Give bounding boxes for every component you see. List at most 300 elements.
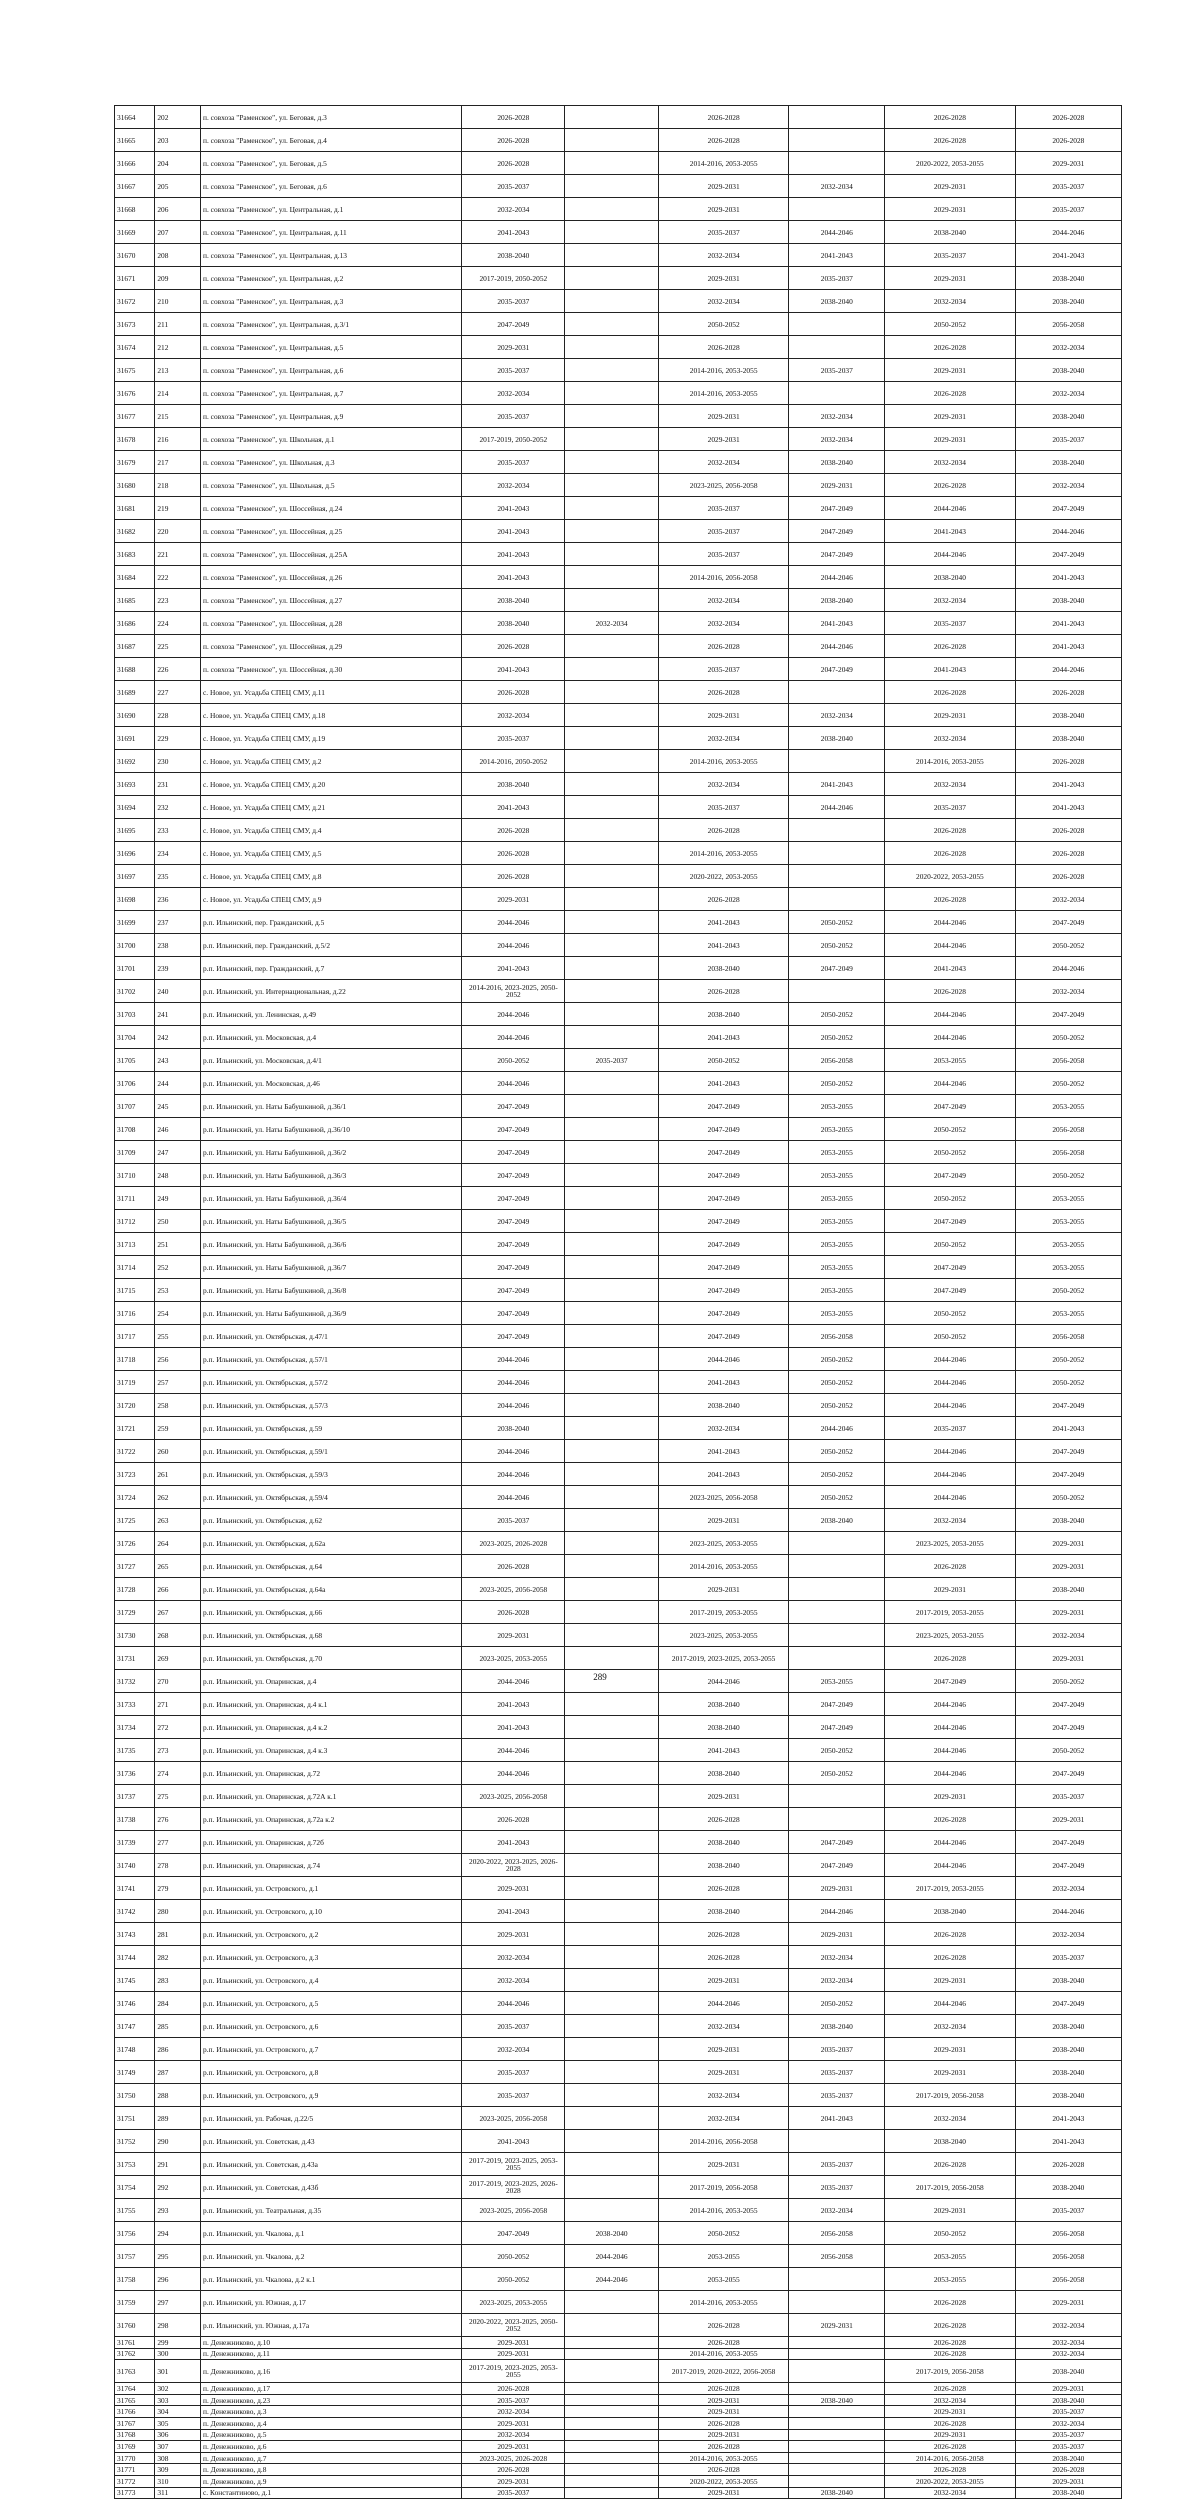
cell-period-4: 2050-2052 bbox=[789, 934, 885, 957]
cell-period-1: 2035-2037 bbox=[462, 2084, 565, 2107]
cell-record-id: 31763 bbox=[115, 2360, 155, 2383]
cell-period-1: 2026-2028 bbox=[462, 152, 565, 175]
cell-period-4 bbox=[789, 198, 885, 221]
cell-address: р.п. Ильинский, ул. Опаринская, д.72 bbox=[201, 1762, 462, 1785]
cell-period-3: 2026-2028 bbox=[658, 1808, 789, 1831]
cell-period-2 bbox=[565, 819, 658, 842]
cell-address: р.п. Ильинский, ул. Ленинская, д.49 bbox=[201, 1003, 462, 1026]
cell-address: п. Денежниково, д.7 bbox=[201, 2452, 462, 2464]
cell-period-3: 2029-2031 bbox=[658, 704, 789, 727]
cell-row-number: 261 bbox=[155, 1463, 201, 1486]
cell-address: р.п. Ильинский, ул. Советская, д.43б bbox=[201, 2176, 462, 2199]
cell-record-id: 31726 bbox=[115, 1532, 155, 1555]
table-row bbox=[115, 888, 1122, 911]
cell-period-2 bbox=[565, 980, 658, 1003]
cell-row-number: 295 bbox=[155, 2245, 201, 2268]
cell-period-3: 2032-2034 bbox=[658, 1417, 789, 1440]
cell-record-id: 31666 bbox=[115, 152, 155, 175]
table-row bbox=[115, 428, 1122, 451]
table-row bbox=[115, 2360, 1122, 2383]
cell-row-number: 266 bbox=[155, 1578, 201, 1601]
cell-record-id: 31731 bbox=[115, 1647, 155, 1670]
cell-period-4: 2038-2040 bbox=[789, 2487, 885, 2499]
cell-period-5: 2029-2031 bbox=[885, 2061, 1016, 2084]
cell-row-number: 245 bbox=[155, 1095, 201, 1118]
cell-period-4: 2056-2058 bbox=[789, 2222, 885, 2245]
cell-record-id: 31720 bbox=[115, 1394, 155, 1417]
cell-period-2 bbox=[565, 451, 658, 474]
table-row bbox=[115, 313, 1122, 336]
cell-period-4: 2038-2040 bbox=[789, 589, 885, 612]
cell-row-number: 232 bbox=[155, 796, 201, 819]
table-row bbox=[115, 1946, 1122, 1969]
cell-period-3: 2029-2031 bbox=[658, 2394, 789, 2406]
table-row bbox=[115, 658, 1122, 681]
cell-period-6: 2026-2028 bbox=[1015, 106, 1121, 129]
cell-period-4 bbox=[789, 1532, 885, 1555]
cell-period-1: 2026-2028 bbox=[462, 865, 565, 888]
cell-record-id: 31697 bbox=[115, 865, 155, 888]
cell-period-2 bbox=[565, 2130, 658, 2153]
cell-record-id: 31691 bbox=[115, 727, 155, 750]
cell-period-3: 2053-2055 bbox=[658, 2268, 789, 2291]
cell-period-2: 2044-2046 bbox=[565, 2245, 658, 2268]
cell-record-id: 31673 bbox=[115, 313, 155, 336]
cell-period-5: 2026-2028 bbox=[885, 2417, 1016, 2429]
cell-period-5: 2044-2046 bbox=[885, 1371, 1016, 1394]
cell-record-id: 31762 bbox=[115, 2348, 155, 2360]
cell-address: с. Новое, ул. Усадьба СПЕЦ СМУ, д.21 bbox=[201, 796, 462, 819]
table-row bbox=[115, 1601, 1122, 1624]
cell-period-5: 2053-2055 bbox=[885, 2268, 1016, 2291]
cell-period-3: 2014-2016, 2053-2055 bbox=[658, 750, 789, 773]
cell-period-5: 2017-2019, 2056-2058 bbox=[885, 2360, 1016, 2383]
cell-period-1: 2026-2028 bbox=[462, 1555, 565, 1578]
cell-period-2 bbox=[565, 1532, 658, 1555]
cell-address: р.п. Ильинский, ул. Московская, д.4 bbox=[201, 1026, 462, 1049]
cell-row-number: 284 bbox=[155, 1992, 201, 2015]
cell-row-number: 237 bbox=[155, 911, 201, 934]
cell-period-5: 2044-2046 bbox=[885, 1693, 1016, 1716]
cell-record-id: 31680 bbox=[115, 474, 155, 497]
cell-period-4: 2053-2055 bbox=[789, 1118, 885, 1141]
cell-record-id: 31723 bbox=[115, 1463, 155, 1486]
cell-period-6: 2032-2034 bbox=[1015, 1624, 1121, 1647]
cell-period-1: 2029-2031 bbox=[462, 336, 565, 359]
cell-address: п. Денежниково, д.4 bbox=[201, 2417, 462, 2429]
cell-period-4: 2050-2052 bbox=[789, 1486, 885, 1509]
cell-period-6: 2026-2028 bbox=[1015, 842, 1121, 865]
table-row bbox=[115, 1233, 1122, 1256]
table-row bbox=[115, 382, 1122, 405]
cell-period-2 bbox=[565, 658, 658, 681]
cell-period-5: 2017-2019, 2053-2055 bbox=[885, 1601, 1016, 1624]
cell-address: с. Новое, ул. Усадьба СПЕЦ СМУ, д.5 bbox=[201, 842, 462, 865]
cell-row-number: 208 bbox=[155, 244, 201, 267]
cell-record-id: 31721 bbox=[115, 1417, 155, 1440]
cell-period-1: 2023-2025, 2026-2028 bbox=[462, 1532, 565, 1555]
cell-period-2 bbox=[565, 290, 658, 313]
cell-record-id: 31699 bbox=[115, 911, 155, 934]
cell-period-5: 2026-2028 bbox=[885, 1808, 1016, 1831]
cell-period-4: 2050-2052 bbox=[789, 1992, 885, 2015]
cell-address: п. совхоза "Раменское", ул. Шоссейная, д.24 bbox=[201, 497, 462, 520]
table-row bbox=[115, 2084, 1122, 2107]
cell-period-3: 2032-2034 bbox=[658, 589, 789, 612]
table-row bbox=[115, 244, 1122, 267]
cell-record-id: 31668 bbox=[115, 198, 155, 221]
cell-period-6: 2041-2043 bbox=[1015, 2107, 1121, 2130]
cell-period-1: 2041-2043 bbox=[462, 1716, 565, 1739]
cell-record-id: 31750 bbox=[115, 2084, 155, 2107]
cell-row-number: 242 bbox=[155, 1026, 201, 1049]
cell-period-2 bbox=[565, 2176, 658, 2199]
cell-period-6: 2026-2028 bbox=[1015, 129, 1121, 152]
cell-record-id: 31692 bbox=[115, 750, 155, 773]
cell-row-number: 235 bbox=[155, 865, 201, 888]
cell-period-5: 2032-2034 bbox=[885, 2107, 1016, 2130]
cell-row-number: 221 bbox=[155, 543, 201, 566]
cell-period-3: 2026-2028 bbox=[658, 2337, 789, 2349]
cell-row-number: 260 bbox=[155, 1440, 201, 1463]
cell-period-1: 2047-2049 bbox=[462, 1302, 565, 1325]
cell-period-6: 2047-2049 bbox=[1015, 1854, 1121, 1877]
cell-period-6: 2044-2046 bbox=[1015, 957, 1121, 980]
cell-period-6: 2038-2040 bbox=[1015, 589, 1121, 612]
cell-row-number: 219 bbox=[155, 497, 201, 520]
table-row bbox=[115, 2314, 1122, 2337]
cell-address: п. Денежниково, д.10 bbox=[201, 2337, 462, 2349]
cell-period-2 bbox=[565, 566, 658, 589]
cell-period-4 bbox=[789, 2268, 885, 2291]
cell-period-6: 2044-2046 bbox=[1015, 221, 1121, 244]
cell-row-number: 247 bbox=[155, 1141, 201, 1164]
cell-period-2 bbox=[565, 2337, 658, 2349]
table-row bbox=[115, 520, 1122, 543]
cell-period-6: 2056-2058 bbox=[1015, 2222, 1121, 2245]
cell-period-1: 2047-2049 bbox=[462, 1118, 565, 1141]
cell-address: р.п. Ильинский, ул. Октябрьская, д.47/1 bbox=[201, 1325, 462, 1348]
cell-period-3: 2017-2019, 2023-2025, 2053-2055 bbox=[658, 1647, 789, 1670]
cell-period-1: 2032-2034 bbox=[462, 198, 565, 221]
table-row bbox=[115, 1072, 1122, 1095]
cell-period-2 bbox=[565, 773, 658, 796]
cell-address: с. Константиново, д.1 bbox=[201, 2487, 462, 2499]
cell-address: п. совхоза "Раменское", ул. Центральная, д.9 bbox=[201, 405, 462, 428]
cell-period-5: 2029-2031 bbox=[885, 1785, 1016, 1808]
cell-period-3: 2035-2037 bbox=[658, 221, 789, 244]
cell-period-4: 2053-2055 bbox=[789, 1164, 885, 1187]
cell-period-4: 2050-2052 bbox=[789, 1371, 885, 1394]
table-row bbox=[115, 1095, 1122, 1118]
cell-row-number: 229 bbox=[155, 727, 201, 750]
cell-record-id: 31766 bbox=[115, 2406, 155, 2418]
cell-record-id: 31664 bbox=[115, 106, 155, 129]
cell-period-4: 2035-2037 bbox=[789, 2038, 885, 2061]
cell-period-1: 2035-2037 bbox=[462, 290, 565, 313]
cell-period-5: 2047-2049 bbox=[885, 1164, 1016, 1187]
cell-address: п. совхоза "Раменское", ул. Беговая, д.5 bbox=[201, 152, 462, 175]
cell-row-number: 305 bbox=[155, 2417, 201, 2429]
cell-period-3: 2047-2049 bbox=[658, 1325, 789, 1348]
cell-period-3: 2026-2028 bbox=[658, 980, 789, 1003]
cell-period-2 bbox=[565, 1555, 658, 1578]
cell-period-5: 2032-2034 bbox=[885, 589, 1016, 612]
cell-row-number: 257 bbox=[155, 1371, 201, 1394]
cell-period-5: 2026-2028 bbox=[885, 2337, 1016, 2349]
cell-period-4 bbox=[789, 2452, 885, 2464]
cell-period-5: 2044-2046 bbox=[885, 1831, 1016, 1854]
cell-row-number: 224 bbox=[155, 612, 201, 635]
cell-record-id: 31695 bbox=[115, 819, 155, 842]
cell-period-5: 2044-2046 bbox=[885, 1463, 1016, 1486]
cell-period-2 bbox=[565, 1509, 658, 1532]
cell-period-2 bbox=[565, 1164, 658, 1187]
cell-period-5: 2035-2037 bbox=[885, 796, 1016, 819]
table-row bbox=[115, 819, 1122, 842]
cell-period-5: 2032-2034 bbox=[885, 1509, 1016, 1532]
cell-period-2 bbox=[565, 1394, 658, 1417]
table-row bbox=[115, 842, 1122, 865]
cell-period-1: 2032-2034 bbox=[462, 382, 565, 405]
cell-row-number: 294 bbox=[155, 2222, 201, 2245]
cell-row-number: 230 bbox=[155, 750, 201, 773]
cell-row-number: 207 bbox=[155, 221, 201, 244]
cell-period-2 bbox=[565, 1578, 658, 1601]
cell-period-2 bbox=[565, 1118, 658, 1141]
cell-address: п. совхоза "Раменское", ул. Центральная, д.2 bbox=[201, 267, 462, 290]
table-row bbox=[115, 1555, 1122, 1578]
cell-address: р.п. Ильинский, ул. Наты Бабушкиной, д.36/1 bbox=[201, 1095, 462, 1118]
cell-record-id: 31714 bbox=[115, 1256, 155, 1279]
cell-record-id: 31724 bbox=[115, 1486, 155, 1509]
table-row bbox=[115, 1509, 1122, 1532]
cell-period-4 bbox=[789, 313, 885, 336]
cell-record-id: 31713 bbox=[115, 1233, 155, 1256]
cell-period-4: 2050-2052 bbox=[789, 1026, 885, 1049]
cell-period-4: 2041-2043 bbox=[789, 773, 885, 796]
cell-period-1: 2026-2028 bbox=[462, 681, 565, 704]
cell-period-1: 2035-2037 bbox=[462, 2015, 565, 2038]
cell-period-2 bbox=[565, 175, 658, 198]
cell-period-6: 2050-2052 bbox=[1015, 1486, 1121, 1509]
cell-period-5: 2038-2040 bbox=[885, 566, 1016, 589]
table-row bbox=[115, 1302, 1122, 1325]
cell-period-1: 2047-2049 bbox=[462, 1164, 565, 1187]
cell-address: п. совхоза "Раменское", ул. Школьная, д.3 bbox=[201, 451, 462, 474]
cell-period-4 bbox=[789, 382, 885, 405]
cell-period-5: 2050-2052 bbox=[885, 313, 1016, 336]
cell-address: с. Новое, ул. Усадьба СПЕЦ СМУ, д.19 bbox=[201, 727, 462, 750]
cell-period-3: 2035-2037 bbox=[658, 520, 789, 543]
cell-period-6: 2032-2034 bbox=[1015, 980, 1121, 1003]
cell-record-id: 31689 bbox=[115, 681, 155, 704]
cell-period-5: 2026-2028 bbox=[885, 2291, 1016, 2314]
cell-period-4: 2029-2031 bbox=[789, 474, 885, 497]
cell-period-6: 2032-2034 bbox=[1015, 2417, 1121, 2429]
cell-row-number: 287 bbox=[155, 2061, 201, 2084]
cell-period-6: 2038-2040 bbox=[1015, 1509, 1121, 1532]
cell-period-5: 2044-2046 bbox=[885, 543, 1016, 566]
cell-period-4: 2035-2037 bbox=[789, 2176, 885, 2199]
cell-period-6: 2026-2028 bbox=[1015, 681, 1121, 704]
cell-period-1: 2017-2019, 2023-2025, 2026-2028 bbox=[462, 2176, 565, 2199]
cell-record-id: 31727 bbox=[115, 1555, 155, 1578]
cell-period-5: 2026-2028 bbox=[885, 819, 1016, 842]
cell-period-2 bbox=[565, 1210, 658, 1233]
cell-period-2 bbox=[565, 2464, 658, 2476]
cell-period-3: 2032-2034 bbox=[658, 727, 789, 750]
cell-record-id: 31671 bbox=[115, 267, 155, 290]
cell-period-4: 2053-2055 bbox=[789, 1141, 885, 1164]
cell-period-4: 2047-2049 bbox=[789, 1716, 885, 1739]
cell-record-id: 31770 bbox=[115, 2452, 155, 2464]
cell-period-1: 2029-2031 bbox=[462, 1624, 565, 1647]
cell-period-6: 2038-2040 bbox=[1015, 2487, 1121, 2499]
cell-row-number: 290 bbox=[155, 2130, 201, 2153]
cell-period-2: 2044-2046 bbox=[565, 2268, 658, 2291]
cell-address: р.п. Ильинский, ул. Чкалова, д.2 bbox=[201, 2245, 462, 2268]
cell-period-6: 2032-2034 bbox=[1015, 2314, 1121, 2337]
cell-row-number: 216 bbox=[155, 428, 201, 451]
cell-address: п. совхоза "Раменское", ул. Шоссейная, д.29 bbox=[201, 635, 462, 658]
cell-row-number: 285 bbox=[155, 2015, 201, 2038]
cell-row-number: 226 bbox=[155, 658, 201, 681]
table-row bbox=[115, 1923, 1122, 1946]
cell-period-3: 2047-2049 bbox=[658, 1141, 789, 1164]
cell-period-3: 2038-2040 bbox=[658, 1003, 789, 1026]
cell-period-6: 2035-2037 bbox=[1015, 2406, 1121, 2418]
cell-period-2 bbox=[565, 1647, 658, 1670]
table-row bbox=[115, 980, 1122, 1003]
cell-address: р.п. Ильинский, ул. Октябрьская, д.57/2 bbox=[201, 1371, 462, 1394]
cell-period-3: 2032-2034 bbox=[658, 2015, 789, 2038]
cell-record-id: 31767 bbox=[115, 2417, 155, 2429]
table-row bbox=[115, 2383, 1122, 2395]
cell-row-number: 218 bbox=[155, 474, 201, 497]
cell-period-6: 2038-2040 bbox=[1015, 359, 1121, 382]
cell-period-1: 2026-2028 bbox=[462, 842, 565, 865]
cell-period-5: 2047-2049 bbox=[885, 1095, 1016, 1118]
table-row bbox=[115, 727, 1122, 750]
cell-period-5: 2029-2031 bbox=[885, 2199, 1016, 2222]
cell-period-3: 2041-2043 bbox=[658, 1463, 789, 1486]
cell-period-2 bbox=[565, 1279, 658, 1302]
cell-period-6: 2044-2046 bbox=[1015, 520, 1121, 543]
cell-period-6: 2032-2034 bbox=[1015, 2348, 1121, 2360]
cell-row-number: 205 bbox=[155, 175, 201, 198]
cell-period-1: 2026-2028 bbox=[462, 129, 565, 152]
cell-period-6: 2050-2052 bbox=[1015, 1072, 1121, 1095]
cell-period-2 bbox=[565, 1877, 658, 1900]
cell-period-3: 2032-2034 bbox=[658, 290, 789, 313]
table-row bbox=[115, 1854, 1122, 1877]
cell-period-4: 2047-2049 bbox=[789, 497, 885, 520]
cell-row-number: 281 bbox=[155, 1923, 201, 1946]
cell-row-number: 288 bbox=[155, 2084, 201, 2107]
cell-period-1: 2047-2049 bbox=[462, 1325, 565, 1348]
cell-period-6: 2050-2052 bbox=[1015, 1371, 1121, 1394]
cell-record-id: 31719 bbox=[115, 1371, 155, 1394]
cell-address: п. совхоза "Раменское", ул. Шоссейная, д.25 bbox=[201, 520, 462, 543]
cell-period-1: 2026-2028 bbox=[462, 2383, 565, 2395]
cell-period-5: 2020-2022, 2053-2055 bbox=[885, 865, 1016, 888]
cell-row-number: 246 bbox=[155, 1118, 201, 1141]
cell-period-2 bbox=[565, 865, 658, 888]
cell-period-2 bbox=[565, 2441, 658, 2453]
cell-period-1: 2032-2034 bbox=[462, 2038, 565, 2061]
cell-period-2 bbox=[565, 2291, 658, 2314]
cell-address: р.п. Ильинский, ул. Октябрьская, д.70 bbox=[201, 1647, 462, 1670]
cell-period-4: 2035-2037 bbox=[789, 2061, 885, 2084]
cell-period-2 bbox=[565, 1992, 658, 2015]
cell-period-3: 2047-2049 bbox=[658, 1118, 789, 1141]
cell-period-5: 2026-2028 bbox=[885, 129, 1016, 152]
cell-address: р.п. Ильинский, ул. Октябрьская, д.66 bbox=[201, 1601, 462, 1624]
cell-period-5: 2026-2028 bbox=[885, 106, 1016, 129]
cell-period-3: 2029-2031 bbox=[658, 2061, 789, 2084]
cell-row-number: 239 bbox=[155, 957, 201, 980]
cell-period-2 bbox=[565, 152, 658, 175]
table-row bbox=[115, 612, 1122, 635]
cell-period-4 bbox=[789, 152, 885, 175]
cell-period-3: 2014-2016, 2053-2055 bbox=[658, 152, 789, 175]
cell-record-id: 31772 bbox=[115, 2475, 155, 2487]
cell-period-6: 2050-2052 bbox=[1015, 1670, 1121, 1693]
cell-address: р.п. Ильинский, пер. Гражданский, д.5/2 bbox=[201, 934, 462, 957]
cell-record-id: 31700 bbox=[115, 934, 155, 957]
cell-period-1: 2035-2037 bbox=[462, 405, 565, 428]
cell-row-number: 211 bbox=[155, 313, 201, 336]
cell-period-6: 2041-2043 bbox=[1015, 1417, 1121, 1440]
cell-address: п. совхоза "Раменское", ул. Центральная, д.3/1 bbox=[201, 313, 462, 336]
cell-row-number: 227 bbox=[155, 681, 201, 704]
table-row bbox=[115, 1532, 1122, 1555]
cell-period-4: 2038-2040 bbox=[789, 1509, 885, 1532]
cell-record-id: 31698 bbox=[115, 888, 155, 911]
cell-period-6: 2038-2040 bbox=[1015, 290, 1121, 313]
cell-period-3: 2053-2055 bbox=[658, 2245, 789, 2268]
cell-period-2 bbox=[565, 2084, 658, 2107]
cell-row-number: 277 bbox=[155, 1831, 201, 1854]
cell-period-4 bbox=[789, 129, 885, 152]
cell-period-4 bbox=[789, 750, 885, 773]
cell-period-4: 2044-2046 bbox=[789, 796, 885, 819]
table-row bbox=[115, 704, 1122, 727]
cell-period-6: 2041-2043 bbox=[1015, 244, 1121, 267]
cell-record-id: 31679 bbox=[115, 451, 155, 474]
cell-address: р.п. Ильинский, ул. Московская, д.4/1 bbox=[201, 1049, 462, 1072]
cell-period-6: 2056-2058 bbox=[1015, 1049, 1121, 1072]
cell-record-id: 31765 bbox=[115, 2394, 155, 2406]
cell-period-3: 2047-2049 bbox=[658, 1210, 789, 1233]
cell-period-2 bbox=[565, 1486, 658, 1509]
cell-period-1: 2050-2052 bbox=[462, 1049, 565, 1072]
cell-address: с. Новое, ул. Усадьба СПЕЦ СМУ, д.8 bbox=[201, 865, 462, 888]
table-row bbox=[115, 2176, 1122, 2199]
cell-period-5: 2026-2028 bbox=[885, 2441, 1016, 2453]
cell-period-4: 2044-2046 bbox=[789, 221, 885, 244]
cell-period-1: 2017-2019, 2023-2025, 2053-2055 bbox=[462, 2153, 565, 2176]
cell-period-1: 2023-2025, 2056-2058 bbox=[462, 2107, 565, 2130]
cell-period-3: 2014-2016, 2053-2055 bbox=[658, 2291, 789, 2314]
cell-record-id: 31703 bbox=[115, 1003, 155, 1026]
cell-row-number: 234 bbox=[155, 842, 201, 865]
table-row bbox=[115, 1624, 1122, 1647]
cell-period-6: 2047-2049 bbox=[1015, 1440, 1121, 1463]
cell-period-1: 2026-2028 bbox=[462, 106, 565, 129]
cell-period-4 bbox=[789, 2441, 885, 2453]
